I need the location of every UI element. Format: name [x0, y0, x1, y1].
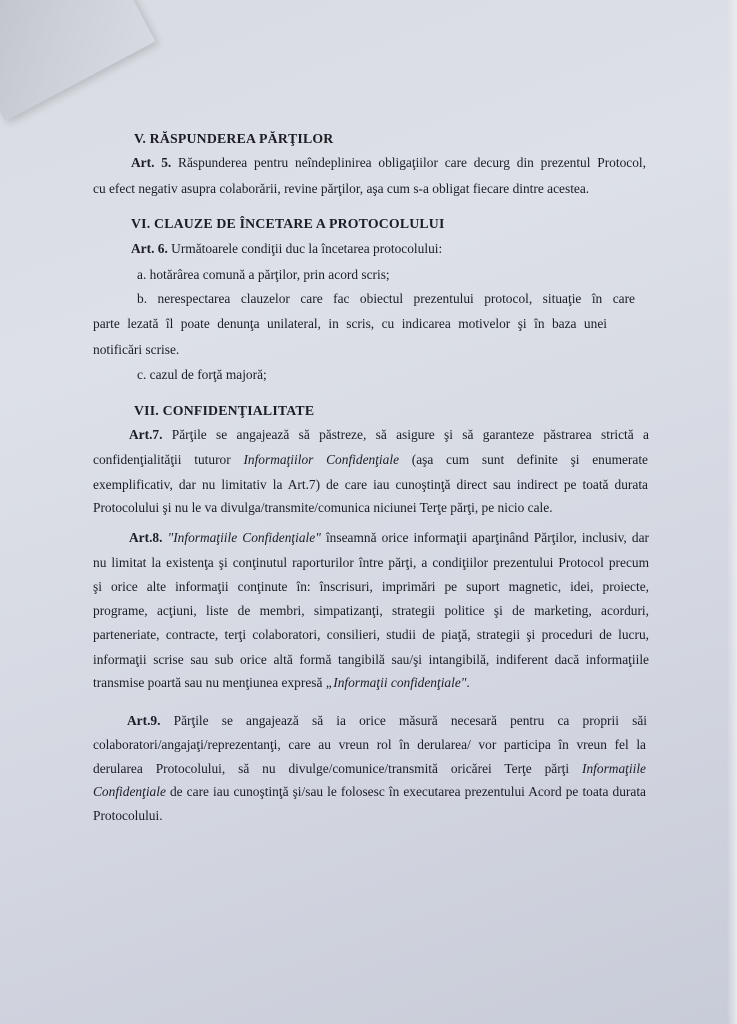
- art5-label: Art. 5.: [131, 155, 172, 170]
- art7-text-2a: confidenţialităţii tuturor: [93, 452, 244, 467]
- art7-line-3: exemplificativ, dar nu limitativ la Art.7) de care iau cunoştinţă direct sau indirect pe toată durata: [93, 477, 648, 492]
- art9-text-3a: derularea Protocolului, să nu divulge/comunice/transmită oricărei Terţe părţi: [93, 761, 583, 776]
- art7-text-1: Părţile se angajează să păstreze, să asigure şi să garanteze păstrarea strictă a: [162, 427, 649, 442]
- art5-line-1: [131, 154, 646, 172]
- art9-line-2: colaboratori/angajaţi/reprezentanţi, care au vreun rol în derularea/ vor participa în vreun fel la: [93, 737, 646, 752]
- art6-item-b-line-3: notificări scrise.: [93, 342, 180, 357]
- section-5-heading: V. RĂSPUNDEREA PĂRŢILOR: [134, 131, 334, 146]
- art8-text-7-italic: „Informaţii confidenţiale": [325, 675, 467, 690]
- art7-text-2-italic: Informaţiilor Confidenţiale: [243, 452, 400, 467]
- art6-text: Următoarele condiţii duc la încetarea protocolului:: [167, 241, 443, 256]
- art7-line-2: [93, 451, 648, 469]
- art6-item-b-line-2: parte lezată îl poate denunţa unilateral, in scris, cu indicarea motivelor şi în baza unei: [93, 316, 607, 331]
- art8-line-4: programe, acţiuni, liste de membri, simpatizanţi, strategii politice şi de marketing, acorduri,: [93, 603, 649, 618]
- art8-label: Art.8.: [129, 530, 163, 545]
- art6-item-b-line-1: b. nerespectarea clauzelor care fac obiectul prezentului protocol, situaţie în care: [137, 291, 635, 306]
- art5-text-1: Răspunderea pentru neîndeplinirea obligaţiilor care decurg din prezentul Protocol,: [171, 155, 646, 170]
- art8-line-1: [129, 529, 649, 547]
- art6-item-c: c. cazul de forţă majoră;: [137, 367, 267, 382]
- art9-text-4-italic: Confidenţiale: [93, 784, 166, 799]
- art8-line-6: informaţii scrise sau sub orice altă formă tangibilă sau/şi intangibilă, indiferent dacă informaţiile: [93, 652, 649, 667]
- art9-line-3: [93, 760, 646, 778]
- art8-line-2: nu limitat la existenţa şi conţinutul raporturilor între părţi, a condiţiilor prezentului Protocol precum: [93, 555, 649, 570]
- art8-text-1: înseamnă orice informaţii aparţinând Părţilor, inclusiv, dar: [320, 530, 650, 545]
- section-7-heading: VII. CONFIDENŢIALITATE: [134, 403, 315, 418]
- art9-text-1: Părţile se angajează să ia orice măsură necesară pentru ca proprii săi: [160, 713, 647, 728]
- art8-line-5: parteneriate, contracte, terţi colaboratori, consilieri, studii de piaţă, strategii şi proceduri de lucru,: [93, 627, 649, 642]
- art9-line-5: Protocolului.: [93, 808, 163, 823]
- art8-text-7b: .: [466, 675, 470, 690]
- art8-text-7a: transmise poartă sau nu menţiunea expresă: [93, 675, 326, 690]
- art8-line-7: [93, 674, 470, 692]
- art6-line: [131, 240, 442, 258]
- art6-label: Art. 6.: [131, 241, 168, 256]
- art9-text-3-italic: Informaţiile: [582, 761, 646, 776]
- art7-text-2b: (aşa cum sunt definite şi enumerate: [399, 452, 648, 467]
- art8-italic-term: "Informaţiile Confidenţiale": [162, 530, 321, 545]
- art7-line-4: Protocolului şi nu le va divulga/transmite/comunica niciunei Terţe părţi, pe nicio cale.: [93, 500, 553, 515]
- art9-line-1: [127, 712, 647, 730]
- art7-line-1: [129, 426, 649, 444]
- art9-text-4b: de care iau cunoştinţă şi/sau le folosesc în executarea prezentului Acord pe toata durata: [165, 784, 646, 799]
- art7-label: Art.7.: [129, 427, 163, 442]
- art8-line-3: şi orice alte informaţii conţinute în: înscrisuri, imprimări pe suport magnetic, idei, proiecte,: [93, 579, 649, 594]
- art6-item-a: a. hotărârea comună a părţilor, prin acord scris;: [137, 267, 390, 282]
- art9-label: Art.9.: [127, 713, 161, 728]
- section-6-heading: VI. CLAUZE DE ÎNCETARE A PROTOCOLULUI: [131, 216, 445, 231]
- art9-line-4: [93, 783, 646, 801]
- art5-line-2: cu efect negativ asupra colaborării, revine părţilor, aşa cum s-a obligat fiecare dintre acestea.: [93, 181, 590, 196]
